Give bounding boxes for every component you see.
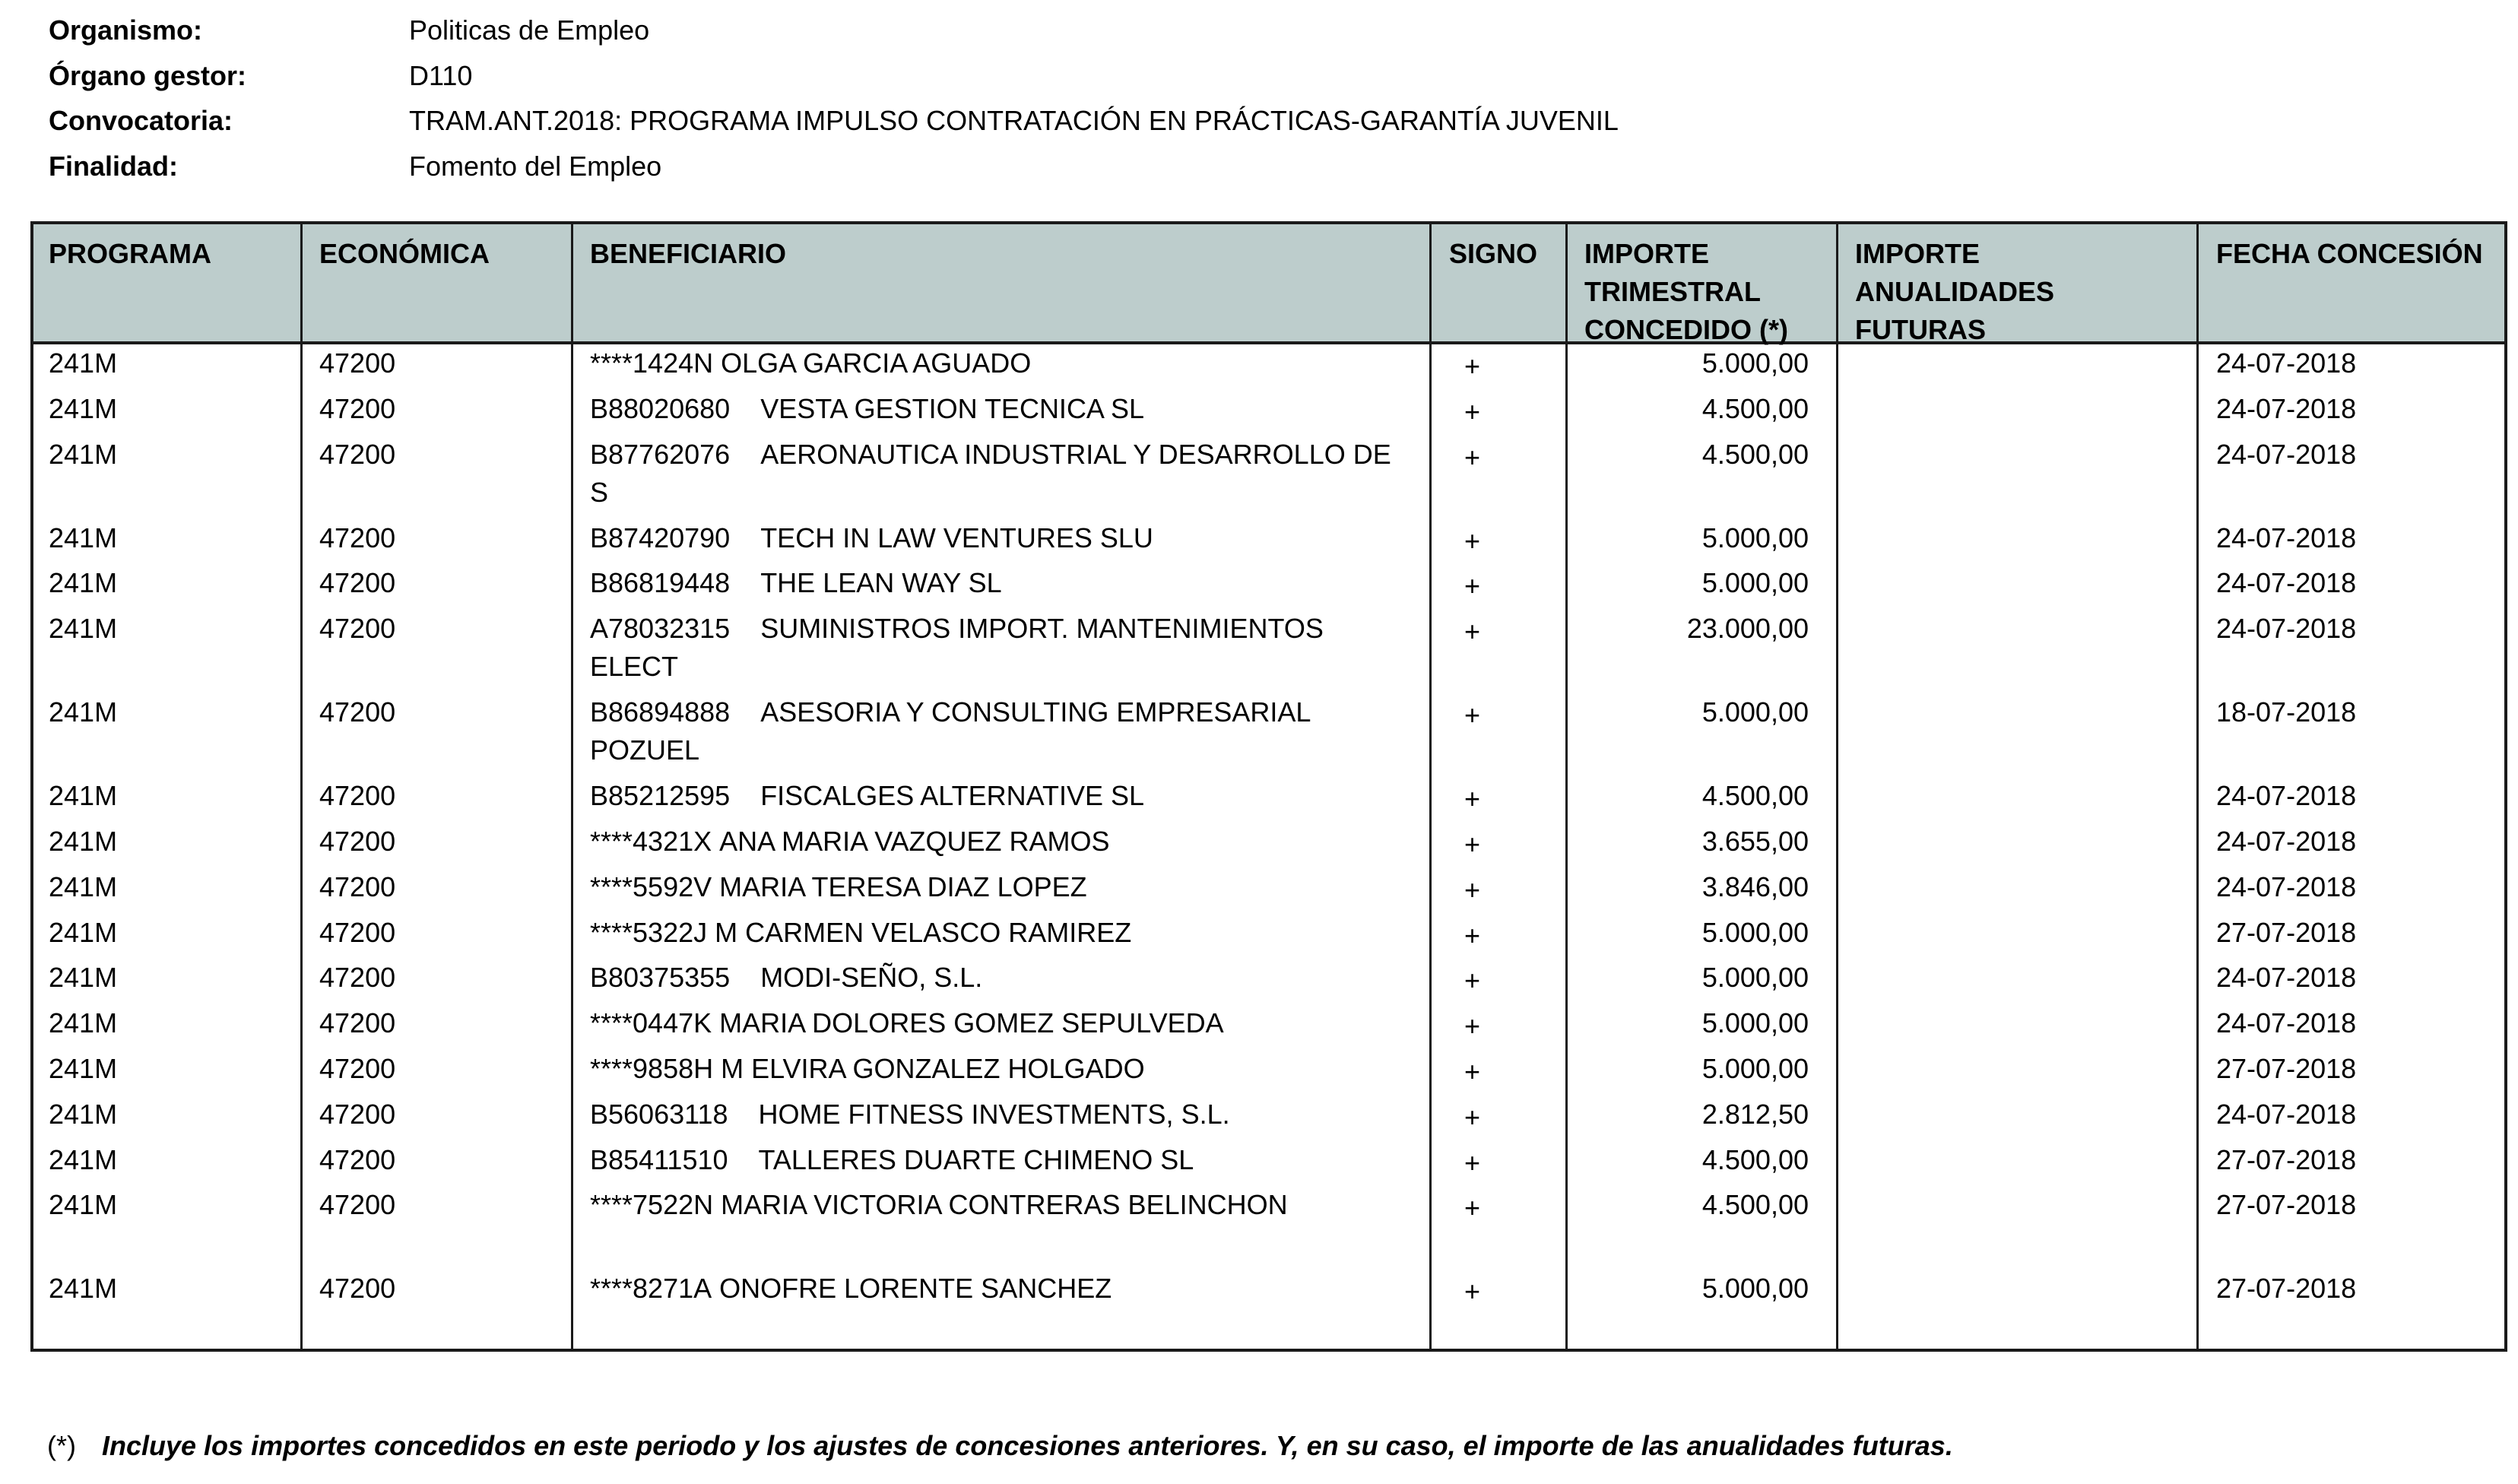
beneficiario-nombre: VESTA GESTION TECNICA SL <box>760 392 1144 424</box>
beneficiario-nombre: SUMINISTROS IMPORT. MANTENIMIENTOS ELECT <box>590 613 1324 683</box>
importe-cell: 23.000,00 <box>1686 613 1809 645</box>
table-row <box>33 519 2504 565</box>
signo-cell: + <box>1464 525 1481 556</box>
beneficiario-nif: ****0447K <box>590 1007 712 1039</box>
beneficiario-cell <box>590 564 1403 602</box>
col-header-importe-trimestral: IMPORTE TRIMESTRAL CONCEDIDO (*) <box>1584 238 1788 345</box>
signo-cell: + <box>1464 1010 1481 1042</box>
table-header <box>33 224 2504 344</box>
signo-cell: + <box>1464 395 1481 427</box>
footnote-text: Incluye los importes concedidos en este periodo y los ajustes de concesiones anteriores. Y, en su caso, el importe de las anualidades futuras. <box>102 1430 1953 1461</box>
beneficiario-nif: B86819448 <box>590 567 731 599</box>
fecha-cell: 24-07-2018 <box>2216 567 2357 599</box>
beneficiario-nif: ****5592V <box>590 870 712 902</box>
importe-cell: 5.000,00 <box>1701 1273 1809 1305</box>
economica-cell: 47200 <box>319 438 396 470</box>
economica-cell: 47200 <box>319 1007 396 1039</box>
organo-gestor-value: D110 <box>409 59 473 91</box>
economica-cell: 47200 <box>319 1098 396 1130</box>
col-header-importe-anualidades: IMPORTE ANUALIDADES FUTURAS <box>1855 238 2055 345</box>
signo-cell: + <box>1464 1276 1481 1308</box>
beneficiario-nombre: THE LEAN WAY SL <box>760 567 1002 599</box>
table-row <box>33 1004 2504 1050</box>
table-row <box>33 344 2504 390</box>
beneficiario-nombre: MARIA VICTORIA CONTRERAS BELINCHON <box>721 1189 1288 1221</box>
table-row <box>33 1050 2504 1096</box>
signo-cell: + <box>1464 828 1481 860</box>
beneficiario-cell <box>590 777 1403 815</box>
beneficiario-cell <box>590 868 1403 906</box>
beneficiario-cell <box>590 1186 1403 1224</box>
fecha-cell: 24-07-2018 <box>2216 1007 2357 1039</box>
fecha-cell: 24-07-2018 <box>2216 438 2357 470</box>
importe-cell: 4.500,00 <box>1701 1143 1809 1175</box>
table-row <box>33 564 2504 610</box>
programa-cell: 241M <box>49 522 118 553</box>
beneficiario-nombre: ANA MARIA VAZQUEZ RAMOS <box>719 825 1110 857</box>
col-header-economica: ECONÓMICA <box>319 238 490 269</box>
signo-cell: + <box>1464 441 1481 473</box>
table-row <box>33 1096 2504 1141</box>
importe-cell: 4.500,00 <box>1701 780 1809 812</box>
signo-cell: + <box>1464 1101 1481 1133</box>
signo-cell: + <box>1464 570 1481 602</box>
beneficiario-cell <box>590 959 1403 997</box>
importe-cell: 3.846,00 <box>1701 870 1809 902</box>
signo-cell: + <box>1464 1146 1481 1178</box>
table-row <box>33 610 2504 693</box>
importe-cell: 5.000,00 <box>1701 522 1809 553</box>
organismo-value: Politicas de Empleo <box>409 14 650 46</box>
signo-cell: + <box>1464 919 1481 951</box>
fecha-cell: 24-07-2018 <box>2216 613 2357 645</box>
programa-cell: 241M <box>49 567 118 599</box>
economica-cell: 47200 <box>319 567 396 599</box>
signo-cell: + <box>1464 1192 1481 1224</box>
table-row <box>33 436 2504 519</box>
fecha-cell: 27-07-2018 <box>2216 1052 2357 1084</box>
fecha-cell: 24-07-2018 <box>2216 962 2357 994</box>
col-header-beneficiario: BENEFICIARIO <box>590 238 787 269</box>
fecha-cell: 24-07-2018 <box>2216 825 2357 857</box>
fecha-cell: 24-07-2018 <box>2216 780 2357 812</box>
economica-cell: 47200 <box>319 613 396 645</box>
fecha-cell: 24-07-2018 <box>2216 522 2357 553</box>
beneficiario-nombre: M ELVIRA GONZALEZ HOLGADO <box>721 1052 1145 1084</box>
programa-cell: 241M <box>49 916 118 948</box>
beneficiario-nif: B85411510 <box>590 1143 728 1175</box>
economica-cell: 47200 <box>319 870 396 902</box>
importe-cell: 5.000,00 <box>1701 567 1809 599</box>
programa-cell: 241M <box>49 1189 118 1221</box>
finalidad-label: Finalidad: <box>49 150 178 182</box>
beneficiario-nif: A78032315 <box>590 613 731 645</box>
beneficiario-nif: ****4321X <box>590 825 712 857</box>
beneficiario-nif: B80375355 <box>590 962 731 994</box>
signo-cell: + <box>1464 616 1481 648</box>
importe-cell: 2.812,50 <box>1701 1098 1809 1130</box>
footnote <box>47 1426 1953 1466</box>
programa-cell: 241M <box>49 696 118 728</box>
economica-cell: 47200 <box>319 1273 396 1305</box>
beneficiario-nombre: MARIA DOLORES GOMEZ SEPULVEDA <box>719 1007 1224 1039</box>
beneficiario-cell <box>590 1096 1403 1134</box>
col-header-signo: SIGNO <box>1449 238 1538 269</box>
beneficiario-nombre: HOME FITNESS INVESTMENTS, S.L. <box>758 1098 1230 1130</box>
organismo-label: Organismo: <box>49 14 203 46</box>
beneficiario-nombre: ONOFRE LORENTE SANCHEZ <box>719 1273 1112 1305</box>
table-row <box>33 1270 2504 1315</box>
programa-cell: 241M <box>49 1007 118 1039</box>
economica-cell: 47200 <box>319 522 396 553</box>
programa-cell: 241M <box>49 1143 118 1175</box>
convocatoria-value: TRAM.ANT.2018: PROGRAMA IMPULSO CONTRATACIÓN EN PRÁCTICAS-GARANTÍA JUVENIL <box>409 105 1619 136</box>
beneficiario-nombre: M CARMEN VELASCO RAMIREZ <box>715 916 1132 948</box>
programa-cell: 241M <box>49 392 118 424</box>
beneficiario-nif: B88020680 <box>590 392 731 424</box>
beneficiario-nombre: MARIA TERESA DIAZ LOPEZ <box>719 870 1087 902</box>
signo-cell: + <box>1464 350 1481 382</box>
importe-cell: 4.500,00 <box>1701 1189 1809 1221</box>
programa-cell: 241M <box>49 1098 118 1130</box>
beneficiario-cell <box>590 390 1403 428</box>
programa-cell: 241M <box>49 962 118 994</box>
beneficiario-nif: B85212595 <box>590 780 731 812</box>
importe-cell: 3.655,00 <box>1701 825 1809 857</box>
beneficiario-cell <box>590 344 1403 382</box>
fecha-cell: 27-07-2018 <box>2216 916 2357 948</box>
signo-cell: + <box>1464 965 1481 997</box>
table-row <box>33 1186 2504 1270</box>
programa-cell: 241M <box>49 1273 118 1305</box>
beneficiario-cell <box>590 436 1403 512</box>
programa-cell: 241M <box>49 780 118 812</box>
importe-cell: 5.000,00 <box>1701 696 1809 728</box>
beneficiario-cell <box>590 1270 1403 1308</box>
signo-cell: + <box>1464 1055 1481 1087</box>
economica-cell: 47200 <box>319 825 396 857</box>
table-row <box>33 777 2504 823</box>
programa-cell: 241M <box>49 870 118 902</box>
beneficiario-cell <box>590 1050 1403 1088</box>
beneficiario-nif: ****5322J <box>590 916 708 948</box>
economica-cell: 47200 <box>319 1143 396 1175</box>
beneficiario-nif: ****9858H <box>590 1052 714 1084</box>
beneficiario-nombre: TALLERES DUARTE CHIMENO SL <box>758 1143 1194 1175</box>
beneficiario-nif: B87762076 <box>590 438 731 470</box>
economica-cell: 47200 <box>319 916 396 948</box>
beneficiario-nif: B87420790 <box>590 522 731 553</box>
fecha-cell: 27-07-2018 <box>2216 1273 2357 1305</box>
beneficiario-nombre: TECH IN LAW VENTURES SLU <box>760 522 1153 553</box>
beneficiario-cell <box>590 610 1403 686</box>
convocatoria-label: Convocatoria: <box>49 105 233 136</box>
table-row <box>33 693 2504 777</box>
table-row <box>33 1141 2504 1187</box>
beneficiario-nif: B86894888 <box>590 696 731 728</box>
fecha-cell: 27-07-2018 <box>2216 1143 2357 1175</box>
fecha-cell: 24-07-2018 <box>2216 392 2357 424</box>
table-row <box>33 823 2504 868</box>
beneficiario-cell <box>590 693 1403 769</box>
programa-cell: 241M <box>49 825 118 857</box>
economica-cell: 47200 <box>319 347 396 379</box>
programa-cell: 241M <box>49 1052 118 1084</box>
economica-cell: 47200 <box>319 1189 396 1221</box>
beneficiario-nombre: ASESORIA Y CONSULTING EMPRESARIAL POZUEL <box>590 696 1311 766</box>
beneficiario-cell <box>590 914 1403 952</box>
finalidad-value: Fomento del Empleo <box>409 150 662 182</box>
organo-gestor-label: Órgano gestor: <box>49 59 247 91</box>
importe-cell: 4.500,00 <box>1701 392 1809 424</box>
table-body <box>33 344 2504 1315</box>
table-row <box>33 390 2504 436</box>
beneficiario-nombre: MODI-SEÑO, S.L. <box>760 962 983 994</box>
fecha-cell: 18-07-2018 <box>2216 696 2357 728</box>
importe-cell: 5.000,00 <box>1701 916 1809 948</box>
economica-cell: 47200 <box>319 696 396 728</box>
importe-cell: 4.500,00 <box>1701 438 1809 470</box>
table-row <box>33 959 2504 1004</box>
signo-cell: + <box>1464 874 1481 905</box>
table-row <box>33 868 2504 914</box>
economica-cell: 47200 <box>319 780 396 812</box>
table-row <box>33 914 2504 959</box>
economica-cell: 47200 <box>319 1052 396 1084</box>
fecha-cell: 24-07-2018 <box>2216 347 2357 379</box>
beneficiario-nif: ****1424N <box>590 347 714 379</box>
importe-cell: 5.000,00 <box>1701 962 1809 994</box>
beneficiario-cell <box>590 823 1403 861</box>
beneficiario-nombre: OLGA GARCIA AGUADO <box>721 347 1032 379</box>
col-header-fecha-concesion: FECHA CONCESIÓN <box>2216 238 2483 269</box>
beneficiario-nif: ****8271A <box>590 1273 712 1305</box>
beneficiario-cell <box>590 1141 1403 1179</box>
beneficiario-cell <box>590 1004 1403 1042</box>
importe-cell: 5.000,00 <box>1701 347 1809 379</box>
importe-cell: 5.000,00 <box>1701 1052 1809 1084</box>
programa-cell: 241M <box>49 438 118 470</box>
fecha-cell: 27-07-2018 <box>2216 1189 2357 1221</box>
beneficiario-nombre: FISCALGES ALTERNATIVE SL <box>760 780 1145 812</box>
beneficiario-nif: ****7522N <box>590 1189 714 1221</box>
col-header-programa: PROGRAMA <box>49 238 211 269</box>
signo-cell: + <box>1464 699 1481 731</box>
importe-cell: 5.000,00 <box>1701 1007 1809 1039</box>
programa-cell: 241M <box>49 347 118 379</box>
beneficiario-nombre: AERONAUTICA INDUSTRIAL Y DESARROLLO DE S <box>590 438 1391 508</box>
beneficiario-nif: B56063118 <box>590 1098 728 1130</box>
beneficiario-cell <box>590 519 1403 557</box>
footnote-mark: (*) <box>47 1430 76 1461</box>
economica-cell: 47200 <box>319 392 396 424</box>
fecha-cell: 24-07-2018 <box>2216 870 2357 902</box>
signo-cell: + <box>1464 783 1481 815</box>
concesiones-table <box>30 221 2507 1352</box>
programa-cell: 241M <box>49 613 118 645</box>
economica-cell: 47200 <box>319 962 396 994</box>
fecha-cell: 24-07-2018 <box>2216 1098 2357 1130</box>
